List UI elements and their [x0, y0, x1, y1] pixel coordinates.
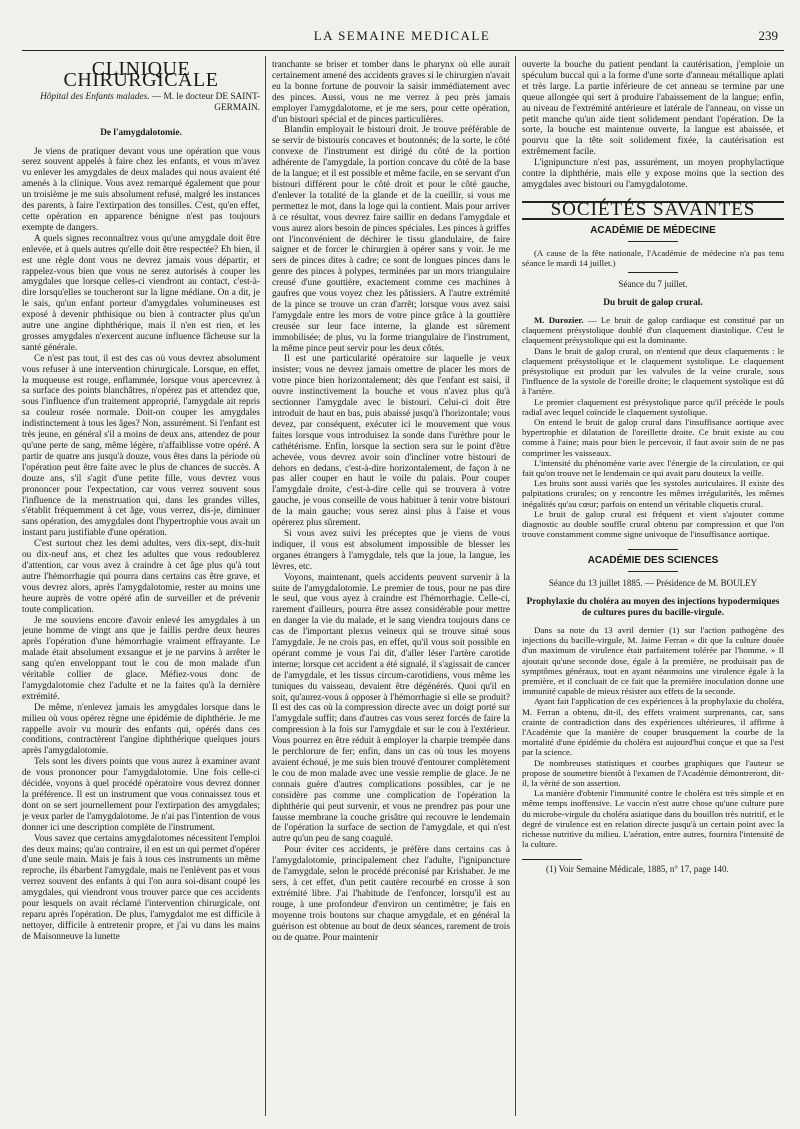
article-subheading: De l'amygdalotomie.: [100, 127, 182, 138]
paragraph: De nombreuses statistiques et courbes graphiques que l'auteur se propose de soumettre bientôt à l'examen de l'Académie démontreront, dit-il, la vérité de son assertion.: [522, 757, 784, 789]
paragraph: tranchante se briser et tomber dans le pharynx où elle aurait certainement amené des accidents graves si le chirurgien n'avait eu la bonne fortune de pouvoir la saisir immédiatement avec des pinces. Aussi, vous ne me verrez à peu près jamais employer l'amygdalotome, et je me sers, pour cette opération, d'un bistouri spécial et de pinces particulières.: [272, 60, 510, 125]
paragraph: Je viens de pratiquer devant vous une opération que vous serez souvent appelés à faire chez les enfants, et vous m'avez vu enlever les amygdales de deux malades qui nous avaient été amenés à la clinique. Vous avez remarqué également que pour un troisième je me suis absolument refusé, malgré les instances des parents, à faire l'extirpation des tonsilles. C'est, qu'en effet, cette opération en apparence bénigne n'est pas toujours exempte de dangers.: [22, 146, 260, 233]
column-3: [522, 60, 784, 1115]
paragraph: [522, 315, 784, 346]
societes-banner: [522, 198, 784, 220]
section-title: CLINIQUE CHIRURGICALE: [63, 60, 219, 91]
paragraph: Blandin employait le bistouri droit. Je trouve préférable de se servir de bistouris concaves et boutonnés; de la sorte, le côté convexe de l'instrument est dirigé du côté de la portion adhérente de l'amygdale, la portion concave du côté de la base de la langue; et il est possible et même facile, en se servant d'un bistouri différent pour le côté droit et pour le côté gauche, d'enlever la totalité de la glande et de la cueillir, si vous me permettez le mot, dans la loge qui la contient. Mais pour arriver à ce résultat, vous devrez faire saillir en dedans l'amygdale et vous aurez alors besoin de pinces spéciales. Les pinces à griffes ont l'inconvénient de déchirer le tissu glandulaire, de faire saigner et de forcer le chirurgien à opérer sans y voir. Je me sers de pinces dites à cadre; ce sont de longues pinces dans le genre des pinces à polypes, terminées par un mors triangulaire creusé d'une gouttière, exactement comme ces machines à gaufres que vous voyez chez les pâtissiers. A l'autre extrémité de la pince se trouve un cran d'arrêt; lorsque vous avez saisi l'amygdale entre les mors de votre pince grâce à la gouttière creusée sur leur face interne, la glande est sûrement immobilisée; de plus, vu la forme triangulaire de l'instrument, la même pince peut servir pour les deux côtés.: [272, 125, 510, 354]
column-divider: [265, 56, 266, 1116]
lecture-author: — M. le docteur DE SAINT-GERMAIN.: [151, 91, 260, 113]
paragraph: Le bruit de galop crural est fréquent et vient s'ajouter comme diagnostic au double souffle crural obtenu par compression et que l'on trouve constamment comme signe univoque de l'insuffisance aortique.: [522, 508, 784, 540]
paragraph: A quels signes reconnaîtrez vous qu'une amygdale doit être enlevée, et à quels autres qu'elle doit être respectée? Eh bien, il est une règle dont vous ne devrez jamais vous départir, et rappelez-vous bien que vous ne serez autorisés à couper les amygdales que lorsque celles-ci viendront au contact, c'est-à-dire lorsqu'elles se toucheront sur la ligne médiane. On a dit, je le sais, qu'un enfant porteur d'amygdales volumineuses est exposé à devenir phthisique ou bien à contracter plus qu'un autre une angine diphthérique, mais il n'en est rien, et les grosses amygdales n'exercent aucune influence fâcheuse sur la santé générale.: [22, 233, 260, 353]
footnote-rule: [522, 859, 582, 860]
paragraph: On entend le bruit de galop crural dans l'insuffisance aortique avec hypertrophie et dilatation de l'oreillette droite. Ce bruit existe au cou comme à l'aine; mais pour bien le percevoir, il faut avoir soin de ne pas comprimer les vaisseaux.: [522, 416, 784, 458]
paragraph: Tels sont les divers points que vous aurez à examiner avant de vous prononcer pour l'amygdalotomie. Une fois celle-ci décidée, voyons à quel procédé opératoire vous devrez donner la préférence. Il est un instrument que vous connaissez tous et dont on se sert journellement pour l'extirpation des amygdales; je veux parler de l'amygdalotome. Je n'ai pas l'intention de vous donner ici une description complète de l'instrument.: [22, 757, 260, 833]
section-source: [22, 92, 260, 114]
paragraph: Dans sa note du 13 avril dernier (1) sur l'action pathogène des injections du bacille-virgule, M. Jaime Ferran « dit que la culture douée d'un maximum de virulence était parfaitement tolérée par l'homme. » Il ajoutait qu'une seconde dose, égale à la première, ne produisait pas de symptômes généraux, tout en ayant néanmoins une virulence égale à la première, et il concluait de ce fait que la première inoculation donne une immunité capable de mieux résister aux effets de la seconde.: [522, 625, 784, 697]
paragraph: Je me souviens encore d'avoir enlevé les amygdales à un jeune homme de vingt ans que je faillis perdre deux heures après l'opération d'une hémorrhagie vraiment effrayante. Le malade était absolument exsangue et je ne parvins à arrêter le sang qu'en enveloppant tout le cou de mon malade d'un véritable collier de glace. Méfiez-vous donc de l'amygdalotomie chez l'adulte et ne la faites qu'à la dernière extrémité.: [22, 615, 260, 702]
seance-date: Séance du 7 juillet.: [618, 279, 688, 290]
divider: [628, 272, 678, 273]
author-name: M. Durozier.: [534, 314, 584, 325]
paragraph: L'intensité du phénomène varie avec l'énergie de la circulation, ce qui fait qu'on trouve net le lendemain ce qui avait paru douteux la veille.: [522, 457, 784, 478]
paragraph: Le premier claquement est présystolique parce qu'il précède le pouls radial avec lequel coïncide le claquement systolique.: [522, 396, 784, 417]
paragraph: Il est une particularité opératoire sur laquelle je veux insister; vous ne devrez jamais omettre de placer les mors de votre pince bien horizontalement; dès que l'enfant est saisi, il ouvre instinctivement la bouche et vous n'avez plus qu'à sectionner l'amygdale avec le bistouri. Celui-ci doit être introduit de haut en bas, puis abaissé jusqu'à l'horizontale; vous devez, par conséquent, exécuter ici le mouvement que vous faites lorsque vous introduisez la sonde dans l'urèthre pour le cathétérisme. Enfin, lorsque la section sera sur le point d'être achevée, vous devrez avoir soin d'incliner votre bistouri de dehors en dedans, c'est-à-dire horizontalement, de façon à ne pas aller couper en haut le voile du palais. Pour couper l'amygdale droite, c'est-à-dire celle qui se trouvera à votre gauche, je vous conseille de vous habituer à tenir votre bistouri de la main gauche; vous serez ainsi plus à l'aise et vous opérerez plus sûrement.: [272, 354, 510, 529]
paragraph: De même, n'enlevez jamais les amygdales lorsque dans le milieu où vous opérez règne une épidémie de diphthérie. Je me rappelle avoir vu mourir des enfants qui, opérés dans ces conditions, contractèrent l'angine diphthérique quelques jours après l'amygdalotomie.: [22, 702, 260, 757]
column-1: [22, 60, 260, 1115]
paragraph: Dans le bruit de galop crural, on n'entend que deux claquements : le claquement présystolique et le claquement systolique. Le claquement présystolique est produit par les valvules de la veine crurale, sous l'influence de la systole de l'oreille droite; le claquement systolique est dû à l'artère.: [522, 345, 784, 397]
paragraph: Vous savez que certains amygdalotomes nécessitent l'emploi des deux mains; qu'au contraire, il en est un qui permet d'opérer d'une seule main. Mais je fais à tous ces instruments un même reproche, ils ébarbent l'amygdale, mais ne l'enlèvent pas et vous verrez souvent des enfants à qui l'on aura soi-disant coupé les amygdales, qui viendront vous trouver parce que ces accidents pour lesquels on avait réclamé l'intervention chirurgicale, ont reparu après l'opération. De plus, l'amygdalot me est difficile à nettoyer, difficile à entretenir propre, et j'ai vu dans les mains de Maisonneuve la lunette: [22, 833, 260, 942]
paragraph: Ce n'est pas tout, il est des cas où vous devrez absolument vous refuser à une intervention chirurgicale. Lorsque, en effet, la muqueuse est rouge, enflammée, lorsque vous apercevrez à sa surface des points blanchâtres, n'opérez pas et attendez que, sous l'influence d'un traitement approprié, l'amygdale ait repris sa couleur rosée normale. Doit-on couper les amygdales indistinctement à tous les âges? Non, assurément. Si l'enfant est très jeune, en général s'il a moins de deux ans, attendez de pour qu'une perte de sang, même légère, n'affaiblisse votre opéré. A partir de quatre ans jusqu'à douze, vous êtes dans la période où l'opération peut être faite avec le plus de chances de succès. A douze ans, s'il s'agit d'une petite fille, vous devrez vous prononcer pour l'expectation, car vous verrez souvent sous l'influence de la menstruation qui, dans les grandes villes, s'établit fréquemment à cet âge, vous verrez, dis-je, diminuer sans opération, des amygdales dont l'hypertrophie vous avait un instant paru justifiable d'une opération.: [22, 353, 260, 539]
paragraph: Les bruits sont aussi variés que les systoles auriculaires. Il existe des palpitations crurales; on y rencontre les mêmes irrégularités, les mêmes inégalités qu'au cœur; parfois on entend un véritable cliquetis crural.: [522, 478, 784, 509]
header-rule: [22, 50, 784, 51]
academie-sciences-heading: ACADÉMIE DES SCIENCES: [587, 555, 719, 567]
page-number: 239: [758, 28, 778, 43]
paragraph-text: — Le bruit de galop cardiaque est constitué par un claquement présystolique doublé d'un claquement diastolique. C'est le claquement présystolique qui est la dominante.: [522, 314, 784, 346]
column-2: [272, 60, 510, 1115]
divider: [628, 241, 678, 242]
societes-title: SOCIÉTÉS SAVANTES: [550, 198, 756, 220]
article-title: Prophylaxie du choléra au moyen des injections hypodermiques de cultures pures du bacille-virgule.: [526, 597, 780, 619]
paragraph: L'ignipuncture n'est pas, assurément, un moyen prophylactique contre la diphthérie, mais elle y expose moins que la section des amygdales avec bistouri ou l'amygdalotome.: [522, 158, 784, 190]
divider: [628, 571, 678, 572]
article-title: Du bruit de galop crural.: [603, 298, 703, 308]
column-divider: [515, 56, 516, 1116]
divider: [628, 549, 678, 550]
hospital-name: Hôpital des Enfants malades.: [40, 91, 150, 102]
seance-date: Séance du 13 juillet 1885. — Présidence de M. BOULEY: [548, 578, 758, 589]
paragraph: ouverte la bouche du patient pendant la cautérisation, j'emploie un spéculum buccal qui a la forme d'une sorte d'anneau métallique aplati et très large. La partie inférieure de cet anneau se termine par une queue allongée qui sert à produire l'abaissement de la langue; enfin, au niveau de l'extrémité antérieure et latérale de l'anneau, on visse un petit manche qu'un aide tient solidement pendant l'opération. De la sorte, la bouche est maintenue ouverte, la langue est abaissée, et pourvu que la tête soit solidement fixée, la cautérisation est extrêmement facile.: [522, 60, 784, 158]
paragraph: C'est surtout chez les demi adultes, vers dix-sept, dix-huit ou dix-neuf ans, et chez les adultes que vous redoublerez d'attention, car vous avez à craindre à cet âge plus qu'à tout autre l'hémorrhagie qui pourra dans certains cas être grave, et vous devrez alors, après l'amygdalotomie, rester au moins une heure auprès de votre opéré afin de surveiller et de prévenir toute complication.: [22, 539, 260, 615]
footnote: (1) Voir Semaine Médicale, 1885, n° 17, page 140.: [546, 864, 729, 875]
academie-medecine-heading: ACADÉMIE DE MÉDECINE: [590, 224, 716, 236]
paragraph: Voyons, maintenant, quels accidents peuvent survenir à la suite de l'amygdalotomie. Le premier de tous, pour ne pas dire le seul, que vous ayez à craindre est l'hémorrhagie. Celle-ci, rarement d'ailleurs, pourra être assez considérable pour mettre en danger la vie du malade, et le sang viendra toujours dans ce cas de l'important plexus veineux qui se trouve situé sous l'amygdale. Je ne crois pas, en effet, qu'il vous soit possible en opérant comme je vous l'ai dit, d'aller léser l'artère carotide interne; lorsque cet accident a été signalé, il s'agissait de cancer de l'amygdale, et les tissus circum-carotidiens, vous même les tuniques du vaisseau, devaient être dégénérés. Quoi qu'il en soit, qu'aurez-vous à opposer à l'hémorrhagie si elle se produit? Il est des cas où la compression directe avec un doigt porté sur l'amygdale suffit; dans d'autres cas vous serez forcés de faire la compression à la fois sur l'amygdale et sur le cou à l'extérieur. Vous pourrez en être réduit à employer la charpie trempée dans le perchlorure de fer; enfin, dans un cas où tous les moyens avaient échoué, je me suis bien trouvé d'entourer complètement le cou de mon malade avec une vessie remplie de glace. Je ne connais guère d'autres complications possibles, car je ne considère pas comme une complication de l'opération la diphthérie qui peut survenir, et vous ne prendrez pas pour une fausse membrane la couche grisâtre qui recouvre le lendemain de l'opération la surface de section de l'amygdale, et qui n'est autre qu'un peu de sang coagulé.: [272, 572, 510, 845]
paragraph: La manière d'obtenir l'immunité contre le choléra est très simple et en même temps inoffensive. Le vaccin n'est autre chose qu'une culture pure du microbe-virgule du choléra asiatique dans du bouillon très nutritif, et le degré de virulence est en relation directe jusqu'à un certain point avec la richesse nutritive du milieu. L'aération, entre autres, fournira l'intensité de la culture.: [522, 788, 784, 850]
paragraph: Pour éviter ces accidents, je préfère dans certains cas à l'amygdalotomie, principalement chez l'adulte, l'ignipuncture de l'amygdale, selon le procédé préconisé par Krishaber. Je me sers, à cet effet, d'un petit cautère recourbé en crosse à son extrémité libre. J'ai l'habitude de l'enfoncer, lorsqu'il est au rouge, à une profondeur d'environ un centimètre; je fais en moyenne trois boutons sur chaque amygdale, et en général la guérison est obtenue au bout de deux séances, rarement de trois ou de quatre. Pour maintenir: [272, 845, 510, 943]
fete-note: (A cause de la fête nationale, l'Académie de médecine n'a pas tenu séance le mardi 14 juillet.): [522, 247, 784, 268]
page-header: [22, 24, 782, 46]
paragraph: Si vous avez suivi les préceptes que je viens de vous indiquer, il vous est absolument impossible de blesser les organes étrangers à l'amygdale, tels que la joue, la langue, les lèvres, etc.: [272, 528, 510, 572]
journal-title: LA SEMAINE MEDICALE: [313, 28, 491, 43]
paragraph: Ayant fait l'application de ces expériences à la prophylaxie du choléra, M. Ferran a obtenu, dit-il, des effets vraiment surprenants, car, sans crainte de contradiction dans des expériences ultérieures, il affirme à l'Académie que la manière de couper brusquement la courbe de la mortalité d'une épidémie du choléra est aujourd'hui conçue et que sa l'est par la science.: [522, 696, 784, 758]
